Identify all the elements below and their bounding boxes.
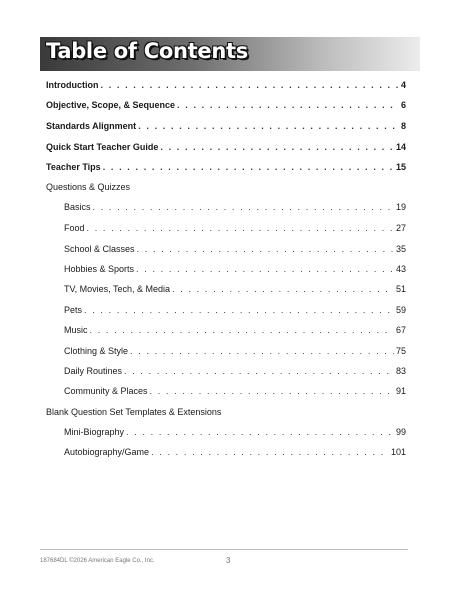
- toc-entry-page: 6: [400, 100, 406, 110]
- toc-dot-leader: [136, 264, 394, 274]
- toc-dot-leader: [138, 121, 399, 131]
- toc-entry-label: Objective, Scope, & Sequence: [46, 100, 176, 110]
- toc-dot-leader: [177, 100, 399, 110]
- toc-entry: [46, 100, 406, 110]
- toc-entry: [64, 305, 406, 315]
- toc-entry-page: 67: [395, 325, 406, 335]
- toc-entry-label: Autobiography/Game: [64, 447, 150, 457]
- toc-entry-label: Teacher Tips: [46, 162, 101, 172]
- toc-entry-page: 51: [395, 284, 406, 294]
- toc-entry: [64, 346, 406, 356]
- toc-dot-leader: [90, 325, 394, 335]
- toc-entry-label: Blank Question Set Templates & Extensions: [46, 407, 222, 417]
- toc-entry: [64, 386, 406, 396]
- toc-entry-page: 75: [395, 346, 406, 356]
- toc-entry-page: 8: [400, 121, 406, 131]
- toc-dot-leader: [160, 142, 394, 152]
- toc-dot-leader: [103, 162, 394, 172]
- toc-entry-page: 91: [395, 386, 406, 396]
- toc-entry: [46, 80, 406, 90]
- toc-entry-label: Community & Places: [64, 386, 148, 396]
- toc-entry: [64, 366, 406, 376]
- toc-dot-leader: [93, 202, 394, 212]
- toc-entry-label: Basics: [64, 202, 91, 212]
- toc-entry-page: 43: [395, 264, 406, 274]
- toc-entry-page: 19: [395, 202, 406, 212]
- toc-entry-label: Clothing & Style: [64, 346, 129, 356]
- toc-entry: [64, 325, 406, 335]
- toc-dot-leader: [130, 346, 394, 356]
- toc-entry-label: TV, Movies, Tech, & Media: [64, 284, 171, 294]
- toc-entry-page: 83: [395, 366, 406, 376]
- toc-entry-label: Quick Start Teacher Guide: [46, 142, 159, 152]
- toc-entry-page: 15: [395, 162, 406, 172]
- toc-entry-label: School & Classes: [64, 244, 135, 254]
- toc-entry-page: 99: [395, 427, 406, 437]
- footer-page-number: 3: [226, 556, 231, 565]
- toc-entry-page: 4: [400, 80, 406, 90]
- toc-dot-leader: [172, 284, 394, 294]
- toc-entry: [46, 142, 406, 152]
- toc-dot-leader: [84, 305, 394, 315]
- toc-entry: [64, 264, 406, 274]
- toc-dot-leader: [101, 80, 399, 90]
- toc-entry: [46, 121, 406, 131]
- toc-entry: [64, 447, 406, 457]
- footer-copyright: 187684DL ©2026 American Eagle Co., Inc.: [40, 558, 155, 564]
- toc-entry-label: Mini-Biography: [64, 427, 125, 437]
- toc-entry-page: 59: [395, 305, 406, 315]
- toc-entry-page: 27: [395, 223, 406, 233]
- toc-entry-label: Hobbies & Sports: [64, 264, 135, 274]
- toc-dot-leader: [124, 366, 394, 376]
- toc-section-heading: [46, 407, 406, 417]
- toc-entry-label: Questions & Quizzes: [46, 182, 131, 192]
- toc-entry-label: Food: [64, 223, 85, 233]
- footer-divider: [40, 549, 408, 550]
- toc-entry: [64, 284, 406, 294]
- toc-entry-label: Standards Alignment: [46, 121, 137, 131]
- toc-entry-page: 14: [395, 142, 406, 152]
- toc-entry: [46, 162, 406, 172]
- toc-entry: [64, 223, 406, 233]
- toc-entry: [64, 202, 406, 212]
- toc-entry-label: Daily Routines: [64, 366, 123, 376]
- toc-entry-label: Pets: [64, 305, 83, 315]
- page-title: Table of Contents: [46, 39, 248, 63]
- toc-dot-leader: [126, 427, 394, 437]
- toc-dot-leader: [151, 447, 389, 457]
- toc-dot-leader: [150, 386, 394, 396]
- toc-entry: [64, 427, 406, 437]
- toc-dot-leader: [137, 244, 394, 254]
- toc-entry-label: Introduction: [46, 80, 99, 90]
- toc-dot-leader: [87, 223, 394, 233]
- toc-entry-page: 101: [390, 447, 406, 457]
- toc-entry: [64, 244, 406, 254]
- toc-section-heading: [46, 182, 406, 192]
- toc-entry-label: Music: [64, 325, 88, 335]
- toc-entry-page: 35: [395, 244, 406, 254]
- title-banner: [40, 37, 420, 71]
